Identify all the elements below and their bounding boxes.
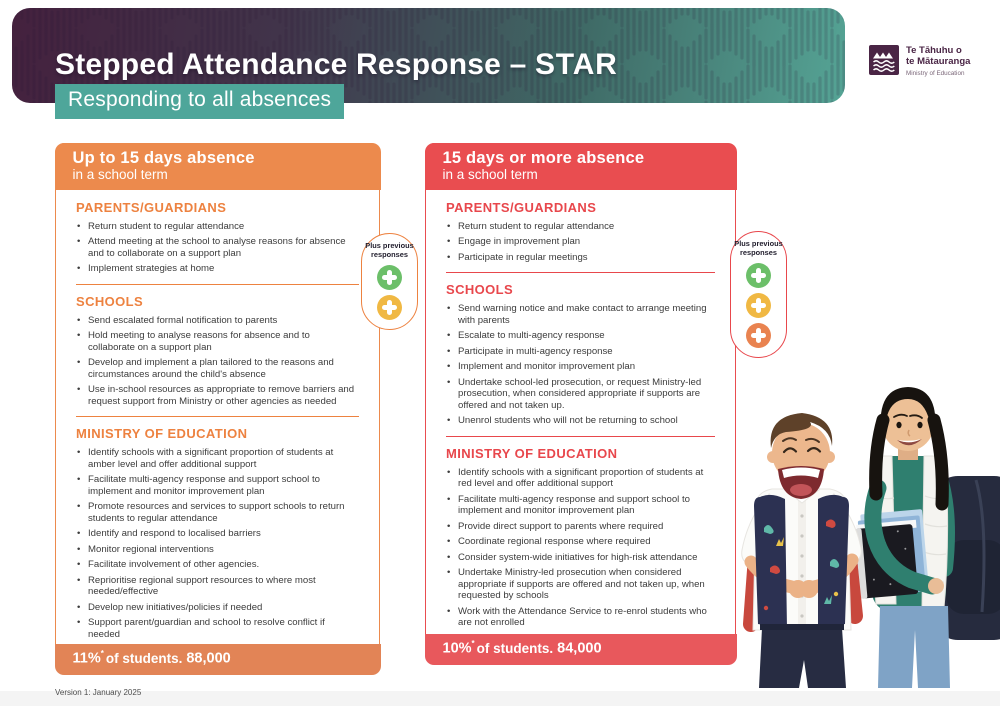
bullet-list [76,447,359,640]
section-divider [76,416,359,417]
stat-label: of students. [476,640,554,656]
moe-logo [869,45,970,77]
plus-icon-yellow [746,293,771,318]
bullet-list [446,303,715,427]
section-divider [446,272,715,273]
section-divider [446,436,715,437]
bullet-item: • Facilitate multi-agency response and support school to implement and monitor improvement plan [446,494,715,517]
bullet-item: • Participate in regular meetings [446,252,715,264]
section-heading-schools: SCHOOLS [446,282,514,298]
bullet-item: • Work with the Attendance Service to re-enrol students who are not enrolled [446,606,715,629]
bullet-item: • Unenrol students who will not be returning to school [446,415,715,427]
stat-percent: 11% [72,650,101,667]
plus-icon-orange [746,323,771,348]
badge-label: Plus previous responses [734,239,783,257]
bullet-item: • Consider system-wide initiatives for high-risk attendance [446,552,715,564]
bullet-item: • Identify schools with a significant proportion of students at red level and offer additional support [446,467,715,490]
column-header [55,143,381,190]
section-divider [76,284,359,285]
boy-figure [742,413,862,688]
column-header [425,143,737,190]
stat-percent: 10% [442,640,472,657]
column-header-subtitle: in a school term [442,167,538,183]
bullet-item: • Use in-school resources as appropriate to remove barriers and request support from Ministry or other agencies as needed [76,384,359,407]
page-title-star: STAR [535,48,618,81]
stat-count: 84,000 [557,640,602,657]
bullet-list [76,221,359,275]
bullet-item: • Implement and monitor improvement plan [446,361,715,373]
section-heading-ministry: MINISTRY OF EDUCATION [446,445,618,461]
bullet-item: • Provide direct support to parents where required [446,521,715,533]
bullet-item: • Coordinate regional response where required [446,536,715,548]
bullet-item: • Identify and respond to localised barriers [76,528,359,540]
bullet-item: • Support parent/guardian and school to resolve conflict if needed [76,617,359,640]
column-body [56,190,379,645]
bullet-item: • Implement strategies at home [76,263,359,275]
bottom-band [0,691,1000,706]
plus-icon-green [377,265,402,290]
bullet-item: • Promote resources and services to support schools to return students to regular attendance [76,501,359,524]
bullet-item: • Engage in improvement plan [446,236,715,248]
bullet-item: • Undertake school-led prosecution, or request Ministry-led prosecution, when considered appropriate if supports are offered and not taken up. [446,377,715,412]
section-heading-parents: PARENTS/GUARDIANS [76,199,227,215]
plus-previous-responses-badge-left [361,233,418,330]
bullet-item: • Develop and implement a plan tailored to the reasons and circumstances around the child's absence [76,357,359,380]
bullet-list [446,467,715,629]
column-header-title: 15 days or more absence [442,148,645,167]
bullet-item: • Return student to regular attendance [76,221,359,233]
page-title [55,48,618,82]
bullet-item: • Escalate to multi-agency response [446,330,715,342]
moe-logo-icon [869,45,899,75]
bullet-item: • Reprioritise regional support resources to where most needed/effective [76,575,359,598]
stat-footnote-mark: * [100,649,104,659]
bullet-item: • Send escalated formal notification to parents [76,315,359,327]
stat-footnote-mark: * [471,639,475,649]
section-heading-ministry: MINISTRY OF EDUCATION [76,426,248,442]
bullet-item: • Return student to regular attendance [446,221,715,233]
moe-logo-line2: te Mātauranga [906,56,971,68]
section-heading-schools: SCHOOLS [76,293,144,309]
moe-logo-line3: Ministry of Education [906,69,965,77]
bullet-item: • Send warning notice and make contact to arrange meeting with parents [446,303,715,326]
bullet-item: • Hold meeting to analyse reasons for absence and to collaborate on a support plan [76,330,359,353]
moe-logo-text [906,45,970,77]
bullet-item: • Undertake Ministry-led prosecution when considered appropriate if supports are offered and not taken up, when requested by schools [446,567,715,602]
section-heading-parents: PARENTS/GUARDIANS [446,199,597,215]
bullet-item: • Participate in multi-agency response [446,346,715,358]
column-up-to-15-days [55,143,380,667]
bullet-list [76,315,359,408]
stat-bar [55,644,381,674]
stat-count: 88,000 [186,650,231,667]
plus-icon-yellow [377,295,402,320]
version-text: Version 1: January 2025 [55,688,142,697]
page-title-text: Stepped Attendance Response – [55,48,535,81]
column-body [426,190,735,634]
plus-icon-green [746,263,771,288]
badge-label: Plus previous responses [365,241,414,259]
column-header-title: Up to 15 days absence [72,148,255,167]
bullet-item: • Facilitate involvement of other agencies. [76,559,359,571]
moe-logo-line1: Te Tāhuhu o [906,45,962,56]
bullet-item: • Facilitate multi-agency response and support school to implement and monitor improvement plan [76,474,359,497]
column-header-subtitle: in a school term [72,167,168,183]
bullet-item: • Identify schools with a significant proportion of students at amber level and offer additional support [76,447,359,470]
bullet-item: • Monitor regional interventions [76,544,359,556]
bullet-item: • Develop new initiatives/policies if needed [76,602,359,614]
bullet-list [446,221,715,264]
bullet-item: • Attend meeting at the school to analyse reasons for absence and to collaborate on a support plan [76,236,359,259]
students-photo [690,372,1000,688]
girl-figure [853,387,1000,688]
plus-previous-responses-badge-right [730,231,787,358]
stat-label: of students. [105,650,183,666]
subtitle-banner: Responding to all absences [55,84,344,119]
